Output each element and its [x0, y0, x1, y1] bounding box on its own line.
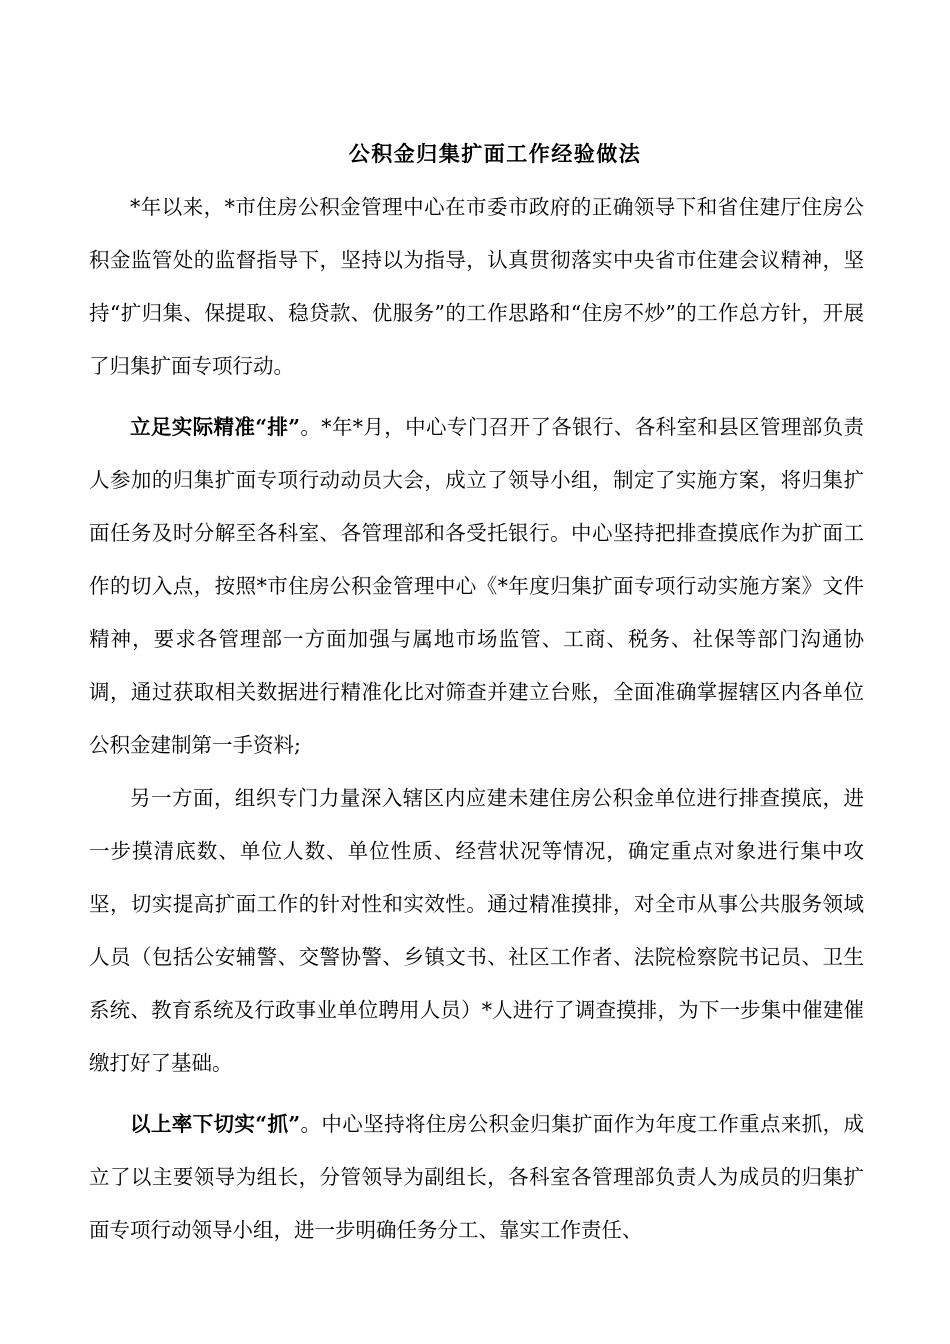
paragraph-other-side — [89, 772, 864, 1090]
paragraph-text: 。*年*月，中心专门召开了各银行、各科室和县区管理部负责人参加的归集扩面专项行动动员大会，成立了领导小组，制定了实施方案，将归集扩面任务及时分解至各科室、各管理部和各受托银行。中心坚持把排查摸底作为扩面工作的切入点，按照*市住房公积金管理中心《*年度归集扩面专项行动实施方案》文件精神，要求各管理部一方面加强与属地市场监管、工商、税务、社保等部门沟通协调，通过获取相关数据进行精准化比对筛查并建立台账，全面准确掌握辖区内各单位公积金建制第一手资料; — [89, 415, 864, 757]
paragraph-lead-heading: 以上率下切实“抓” — [130, 1112, 301, 1136]
paragraph-lead-heading: 立足实际精准“排” — [130, 415, 301, 439]
document-title: 公积金归集扩面工作经验做法 — [348, 141, 642, 166]
paragraph-text: 。中心坚持将住房公积金归集扩面作为年度工作重点来抓，成立了以主要领导为组长，分管领导为副组长，各科室各管理部负责人为成员的归集扩面专项行动领导小组，进一步明确任务分工、靠实工作责任、 — [89, 1112, 864, 1242]
paragraph-leadership — [89, 1098, 864, 1257]
paragraph-text: 另一方面，组织专门力量深入辖区内应建未建住房公积金单位进行排查摸底，进一步摸清底数、单位人数、单位性质、经营状况等情况，确定重点对象进行集中攻坚，切实提高扩面工作的针对性和实效性。通过精准摸排，对全市从事公共服务领域人员（包括公安辅警、交警协警、乡镇文书、社区工作者、法院检察院书记员、卫生系统、教育系统及行政事业单位聘用人员）*人进行了调查摸排，为下一步集中催建催缴打好了基础。 — [89, 786, 864, 1075]
paragraph-precise-investigation — [89, 401, 864, 772]
paragraph-text: *年以来，*市住房公积金管理中心在市委市政府的正确领导下和省住建厅住房公积金监管处的监督指导下，坚持以为指导，认真贯彻落实中央省市住建会议精神，坚持“扩归集、保提取、稳贷款、优服务”的工作思路和“住房不炒”的工作总方针，开展了归集扩面专项行动。 — [89, 195, 864, 378]
paragraph-intro — [89, 181, 864, 393]
document-body — [89, 181, 864, 1257]
